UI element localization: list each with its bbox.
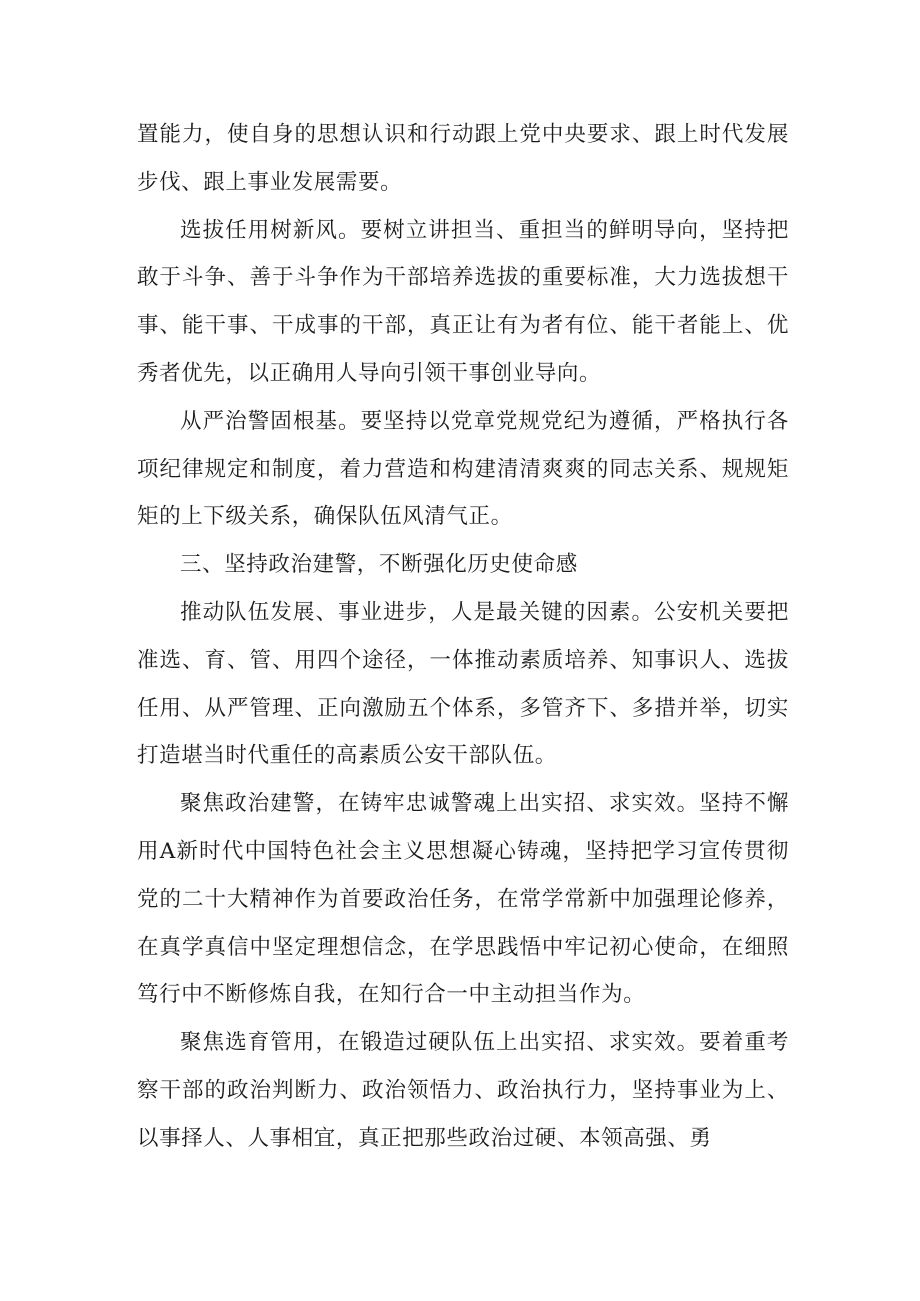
document-body: [137, 111, 789, 1163]
section-heading-3: 三、坚持政治建警，不断强化历史使命感: [180, 552, 578, 578]
paragraph-strict-discipline: 从严治警固根基。要坚持以党章党规党纪为遵循，严格执行各项纪律规定和制度，着力营造和构建清清爽爽的同志关系、规规矩矩的上下级关系，确保队伍风清气正。: [137, 408, 789, 530]
paragraph-team-development: 推动队伍发展、事业进步，人是最关键的因素。公安机关要把准选、育、管、用四个途径，一体推动素质培养、知事识人、选拔任用、从严管理、正向激励五个体系，多管齐下、多措并举，切实打造堪当时代重任的高素质公安干部队伍。: [137, 599, 789, 769]
paragraph-political-building: 聚焦政治建警，在铸牢忠诚警魂上出实招、求实效。坚持不懈用A新时代中国特色社会主义思想凝心铸魂，坚持把学习宣传贯彻党的二十大精神作为首要政治任务，在常学常新中加强理论修养，在真学真信中坚定理想信念，在学思践悟中牢记初心使命，在细照笃行中不断修炼自我，在知行合一中主动担当作为。: [137, 791, 789, 1008]
paragraph-continuation: 置能力，使自身的思想认识和行动跟上党中央要求、跟上时代发展步伐、跟上事业发展需要。: [137, 122, 789, 195]
paragraph-selection-appointment: 选拔任用树新风。要树立讲担当、重担当的鲜明导向，坚持把敢于斗争、善于斗争作为干部培养选拔的重要标准，大力选拔想干事、能干事、干成事的干部，真正让有为者有位、能干者能上、优秀者优先，以正确用人导向引领干事创业导向。: [137, 217, 789, 386]
paragraph-selection-cultivation: 聚焦选育管用，在锻造过硬队伍上出实招、求实效。要着重考察干部的政治判断力、政治领悟力、政治执行力，坚持事业为上、以事择人、人事相宜，真正把那些政治过硬、本领高强、勇: [137, 1030, 789, 1151]
